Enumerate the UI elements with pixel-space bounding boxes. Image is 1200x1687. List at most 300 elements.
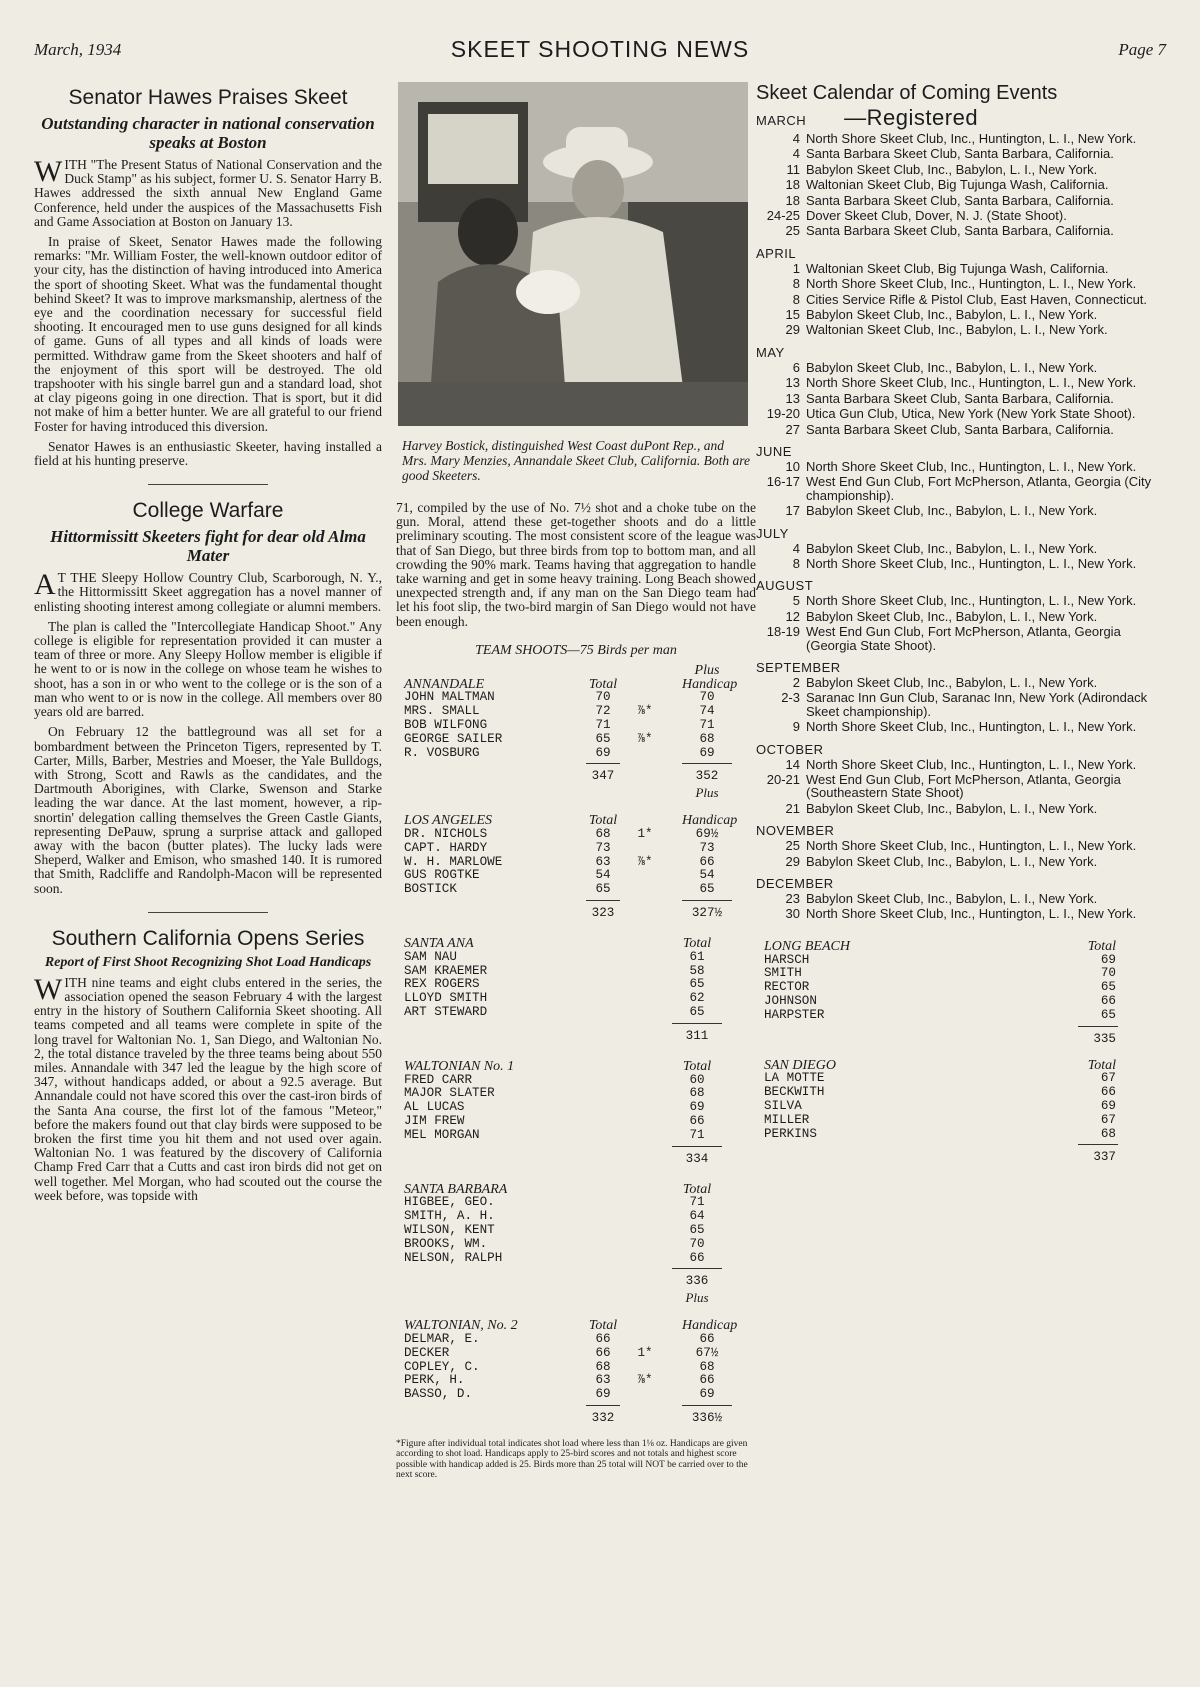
column-header-handicap: Handicap [682,676,738,692]
shooter-name: COPLEY, C. [404,1359,480,1374]
shooter-name: BASSO, D. [404,1387,473,1402]
table-row [396,1195,756,1209]
team-header [756,939,1160,953]
score-total: 65 [689,1004,705,1019]
shooter-name: GUS ROGTKE [404,868,480,883]
shooter-name: REX ROGERS [404,977,480,992]
entry-text: Babylon Skeet Club, Inc., Babylon, L. I., New York. [806,891,1098,907]
score-total: 66 [595,1345,611,1360]
shooter-name: MRS. SMALL [404,704,480,719]
article-3-deck: Report of First Shoot Recognizing Shot Load Handicaps [44,954,372,970]
column-header-handicap: Handicap [682,1318,738,1334]
shooter-name: CAPT. HARDY [404,840,488,855]
shooter-name: BROOKS, WM. [404,1236,488,1251]
score-total: 68 [595,1359,611,1374]
score-total: 73 [595,840,611,855]
score-plus: 66 [699,854,715,869]
score-total: 71 [595,718,611,733]
table-row [396,1387,756,1401]
entry-date: 21 [785,800,800,816]
article-3-headline: Southern California Opens Series [51,926,365,950]
team-shoots-table [396,663,756,1427]
sum-total: 334 [685,1151,709,1166]
article-2-paragraph: A T THE Sleepy Hollow Country Club, Scarborough, N. Y., the Hittormissitt Skeet aggregation has a novel manner of enlisting shooting interest among collegiate or alumni members. [34,568,382,614]
column-2 [396,82,756,1481]
table-row [396,1237,756,1251]
score-total: 62 [689,991,705,1006]
calendar-entry [756,194,1160,207]
table-row [756,1099,1160,1113]
calendar-entry [756,147,1160,160]
table-row [396,1114,756,1128]
load-handicap: ⅞* [637,854,653,869]
calendar-entry [756,178,1160,191]
entry-text: Santa Barbara Skeet Club, Santa Barbara, California. [806,146,1114,162]
column-header-total: Total [682,1058,712,1074]
calendar-entry [756,720,1160,733]
score-total: 66 [1100,994,1116,1009]
table-row [396,855,756,869]
entry-text: North Shore Skeet Club, Inc., Huntington, L. I., New York. [806,131,1137,146]
sum-total: 335 [1093,1031,1116,1046]
shooter-name: PERKINS [764,1126,817,1141]
drop-cap: W [34,972,63,1006]
entry-date: 8 [792,291,800,307]
score-plus: 68 [699,1359,715,1374]
team-block [756,1058,1160,1167]
column-header-total: Total [1087,1057,1116,1073]
calendar-entry [756,676,1160,689]
score-total: 66 [689,1113,705,1128]
column-header-plus: Plus [694,662,720,678]
team-name: LOS ANGELES [404,813,493,829]
entry-text: Babylon Skeet Club, Inc., Babylon, L. I., New York. [806,307,1098,323]
calendar-entry [756,802,1160,815]
table-row [756,980,1160,994]
calendar-entry [756,262,1160,275]
entry-text: North Shore Skeet Club, Inc., Huntington, L. I., New York. [806,719,1137,735]
calendar-month [756,823,1160,838]
entry-text: Saranac Inn Gun Club, Saranac Inn, New York (Adirondack Skeet championship). [806,690,1148,719]
team-header [396,677,756,691]
team-block [396,813,756,922]
entry-date: 8 [792,555,800,571]
table-row [756,1113,1160,1127]
entry-text: North Shore Skeet Club, Inc., Huntington, L. I., New York. [806,838,1137,854]
sum-label-row [396,785,756,799]
calendar-month [756,105,1160,131]
shooter-name: SAM KRAEMER [404,963,488,978]
entry-date: 24-25 [766,208,800,224]
photograph [398,82,748,426]
calendar-month [756,246,1160,261]
team-sum [396,1027,756,1045]
table-row [396,1373,756,1387]
month-name: NOVEMBER [756,823,835,839]
table-row [396,1346,756,1360]
entry-text: North Shore Skeet Club, Inc., Huntington, L. I., New York. [806,458,1137,474]
calendar-entry [756,594,1160,607]
calendar-entry [756,209,1160,222]
shooter-name: MAJOR SLATER [404,1086,495,1101]
score-plus: 70 [699,690,715,705]
entry-date: 11 [786,161,800,177]
column-header-handicap: Handicap [682,813,738,829]
shooter-name: DR. NICHOLS [404,827,488,841]
table-row [396,704,756,718]
calendar-entry [756,308,1160,321]
score-plus: 74 [699,704,715,719]
sum-rule [756,1140,1160,1148]
entry-text: Cities Service Rifle & Pistol Club, East Haven, Connecticut. [806,291,1148,307]
score-plus: 69 [699,745,715,760]
score-total: 70 [1100,966,1116,981]
table-row [396,718,756,732]
entry-text: Babylon Skeet Club, Inc., Babylon, L. I., New York. [806,608,1098,624]
divider [148,484,268,485]
photo-caption: Harvey Bostick, distinguished West Coast duPont Rep., and Mrs. Mary Menzies, Annandale Skeet Club, California. Both are good Skeeters. [402,438,750,483]
table-row [396,746,756,760]
calendar-entry [756,542,1160,555]
article-1-deck: Outstanding character in national conservation speaks at Boston [41,114,375,152]
shooter-name: HARPSTER [764,1007,825,1022]
entry-date: 4 [792,131,800,146]
plus-label: Plus [695,785,719,801]
rule-line [1078,1144,1118,1145]
calendar-month [756,578,1160,593]
entry-date: 12 [785,608,800,624]
entry-text: North Shore Skeet Club, Inc., Huntington, L. I., New York. [806,593,1137,609]
score-total: 65 [689,1222,705,1237]
entry-date: 19-20 [766,406,800,422]
plus-label: Plus [685,1290,709,1306]
table-row [396,690,756,704]
sum-total: 311 [685,1028,709,1043]
photo-illustration [398,82,748,426]
shooter-name: R. VOSBURG [404,745,480,760]
column-1 [34,82,382,1209]
entry-date: 4 [792,540,800,556]
entry-text: Babylon Skeet Club, Inc., Babylon, L. I., New York. [806,503,1098,519]
rule-line [672,1268,722,1269]
calendar-entry [756,855,1160,868]
article-1-paragraph: In praise of Skeet, Senator Hawes made the following remarks: "Mr. William Foster, the well-known outdoor editor of your city, has the distinction of having introduced into America the sport of shooting Skeet. What was the fundamental thought behind Skeet? It was to improve marksmanship, alertness of the eye and the coordination necessary for successful field shooting. It encouraged men to use guns designed for all kinds of game. Guns of all types and all kinds of loads were permitted. Withdraw game from the Skeet shooters and half of the enjoyment of this sport will be destroyed. The old trapshooter with his single barrel gun and a standard load, shot at clay pigeons going in one direction. That is sport, but it did not make of him a better hunter. We are all grateful to our friend Foster for having introduced this diversion. [34,234,382,434]
entry-date: 4 [792,146,800,162]
calendar-entry [756,460,1160,473]
shooter-name: LLOYD SMITH [404,991,488,1006]
shooter-name: JOHN MALTMAN [404,690,495,705]
score-total: 66 [1100,1085,1116,1100]
entry-text: Babylon Skeet Club, Inc., Babylon, L. I., New York. [806,161,1098,177]
table-row [396,950,756,964]
load-handicap: ⅞* [637,731,653,746]
shooter-name: AL LUCAS [404,1100,465,1115]
score-total: 65 [1100,1007,1116,1022]
page-header [34,34,1166,70]
score-total: 69 [689,1100,705,1115]
article-3-continued: 71, compiled by the use of No. 7½ shot and a choke tube on the gun. Moral, attend these get-together shoots and do a little preliminary scouting. The most consistent score of the league was that of San Diego, but three birds from top to bottom man, and all crowding the 90% mark. Teams having that aggregation to handle take warning and get in some heavy training. Long Beach showed unexpected strength and, if any man on the San Diego team had let his foot slip, the two-bird margin of San Diego would not have been enough. [396,500,756,629]
entry-text: Babylon Skeet Club, Inc., Babylon, L. I., New York. [806,540,1098,556]
shooter-name: DECKER [404,1345,450,1360]
table-row [756,994,1160,1008]
entry-date: 14 [785,756,800,772]
entry-date: 1 [792,260,800,276]
score-total: 65 [1100,980,1116,995]
month-name: JUNE [756,443,792,459]
sum-total: 323 [591,905,615,920]
entry-text: Santa Barbara Skeet Club, Santa Barbara, California. [806,223,1114,239]
score-total: 69 [595,1387,611,1402]
shooter-name: SMITH, A. H. [404,1209,495,1224]
calendar-entry [756,504,1160,517]
entry-date: 27 [785,421,800,437]
team-name: SANTA ANA [404,935,474,951]
rule-line [682,763,732,764]
entry-date: 29 [785,853,800,869]
sum-rule [396,896,756,904]
table-row [396,1332,756,1346]
magazine-title: SKEET SHOOTING NEWS [450,36,750,62]
team-name: WALTONIAN, No. 2 [404,1318,518,1334]
column-header-total: Total [588,676,618,692]
score-total: 61 [689,949,705,964]
column-header-total: Total [682,1181,712,1197]
entry-text: Babylon Skeet Club, Inc., Babylon, L. I., New York. [806,359,1098,375]
rule-line [672,1023,722,1024]
calendar-entry [756,132,1160,145]
shooter-name: JOHNSON [764,994,817,1009]
score-total: 65 [595,882,611,897]
month-name: JULY [756,525,789,541]
calendar-entry [756,277,1160,290]
sum-label-row [396,1290,756,1304]
table-row [756,1085,1160,1099]
score-total: 68 [595,827,611,841]
calendar-entry [756,839,1160,852]
sum-rule [396,759,756,767]
calendar-entry [756,423,1160,436]
entry-date: 29 [785,322,800,338]
month-name: SEPTEMBER [756,659,841,675]
month-name: DECEMBER [756,876,834,892]
team-block [396,1318,756,1427]
article-2-paragraph: The plan is called the "Intercollegiate Handicap Shoot." Any college is eligible for representation provided it can muster a team of three or more. Any Sleepy Hollow member is eligible if he went to or is now in the college on whose team he wishes to shoot, has a son in or who went to the college or is the son of a man who went to or is now in the college. All members over 80 years old are barred. [34,618,382,720]
score-plus: 66 [699,1331,715,1346]
score-plus: 67½ [695,1345,719,1360]
calendar-entry [756,758,1160,771]
score-total: 54 [595,868,611,883]
entry-date: 25 [785,838,800,854]
table-row [756,953,1160,967]
entry-date: 10 [785,458,800,474]
shooter-name: FRED CARR [404,1072,473,1087]
calendar-month [756,742,1160,757]
entry-text: Santa Barbara Skeet Club, Santa Barbara, California. [806,192,1114,208]
team-block [756,939,1160,1048]
rule-line [586,763,620,764]
shooter-name: MILLER [764,1112,810,1127]
calendar-entry [756,475,1160,502]
score-plus: 71 [699,718,715,733]
calendar-entry [756,407,1160,420]
entry-text: Waltonian Skeet Club, Big Tujunga Wash, California. [806,177,1109,193]
entry-date: 18-19 [766,624,800,640]
entry-text: North Shore Skeet Club, Inc., Huntington, L. I., New York. [806,276,1137,292]
table-row [756,1071,1160,1085]
entry-text: North Shore Skeet Club, Inc., Huntington, L. I., New York. [806,906,1137,922]
shooter-name: JIM FREW [404,1113,465,1128]
entry-date: 23 [785,891,800,907]
sum-rule [396,1142,756,1150]
load-handicap: 1* [637,1345,653,1360]
sum-total: 347 [591,769,615,784]
team-block [396,936,756,1045]
calendar-month [756,526,1160,541]
score-total: 68 [689,1086,705,1101]
sum-plus: 336½ [691,1410,723,1425]
shooter-name: LA MOTTE [764,1071,825,1086]
table-row [396,1100,756,1114]
column-header-total: Total [682,935,712,951]
table-row [396,868,756,882]
calendar-month [756,660,1160,675]
entry-date: 5 [792,593,800,609]
calendar-entry [756,392,1160,405]
entry-date: 18 [785,192,800,208]
calendar-list [756,105,1160,921]
shooter-name: BECKWITH [764,1085,825,1100]
sum-plus: 327½ [691,905,723,920]
team-block [396,1182,756,1305]
team-header [396,1318,756,1332]
load-handicap: ⅞* [637,1373,653,1388]
sum-plus: 352 [695,769,719,784]
entry-text: Babylon Skeet Club, Inc., Babylon, L. I., New York. [806,853,1098,869]
article-2-paragraph: On February 12 the battleground was all set for a bombardment between the Princeton Tigers, represented by T. Carter, Mills, Barber, Mestries and Moeser, the Yale Bulldogs, with Strong, Scott and Rawls as the candidates, and the Dartmouth Aborigines, with Clarke, Swenson and Starke leading the war dance. At the last moment, however, a rip-snortin' delegation calling themselves the Green Castle Giants, representing DePauw, sprung a surprise attack and galloped away with the bacon (butter plates). The lucky lads were Sheperd, Walker and Emison, who smashed 140. It is rumored that Smith, Radcliffe and Randolph-Macon will be represented soon. [34,724,382,896]
entry-text: Santa Barbara Skeet Club, Santa Barbara, California. [806,390,1114,406]
rule-line [586,1405,620,1406]
score-total: 60 [689,1072,705,1087]
table-row [396,1005,756,1019]
shooter-name: BOB WILFONG [404,718,488,733]
shooter-name: ART STEWARD [404,1004,488,1019]
sum-rule [396,1019,756,1027]
page-number: Page 7 [1118,40,1166,59]
score-total: 65 [595,731,611,746]
table-row [396,1251,756,1265]
entry-date: 25 [785,223,800,239]
entry-date: 17 [785,503,800,519]
team-name: LONG BEACH [764,938,850,954]
team-sum [396,1150,756,1168]
calendar-entry [756,625,1160,652]
team-header [396,1059,756,1073]
divider [148,912,268,913]
calendar-entry [756,224,1160,237]
shooter-name: MEL MORGAN [404,1127,480,1142]
table-footnote: *Figure after individual total indicates shot load where less than 1⅛ oz. Handicaps are given according to shot load. Handicaps apply to 25-bird scores and not totals and highest score possible with handicap added is 25. Birds more than 25 total will NOT be carried over to the next score. [396,1438,748,1481]
table-row [396,882,756,896]
team-header [756,1058,1160,1072]
table-row [396,977,756,991]
entry-date: 9 [792,719,800,735]
drop-cap: A [34,568,56,602]
team-sum [396,904,756,922]
calendar-entry [756,907,1160,920]
team-header-plus [396,663,756,677]
table-row [396,1223,756,1237]
load-handicap: 1* [637,827,653,841]
score-total: 63 [595,1373,611,1388]
entry-text: Santa Barbara Skeet Club, Santa Barbara, California. [806,421,1114,437]
shooter-name: GEORGE SAILER [404,731,503,746]
score-total: 71 [689,1195,705,1210]
sum-total: 337 [1093,1150,1116,1165]
score-total: 63 [595,854,611,869]
score-total: 69 [1100,1099,1116,1114]
calendar-month [756,444,1160,459]
score-total: 67 [1100,1112,1116,1127]
month-name: APRIL [756,245,797,261]
table-row [396,991,756,1005]
team-sum [756,1148,1160,1166]
calendar-title: Skeet Calendar of Coming Events [756,82,1058,104]
shooter-name: NELSON, RALPH [404,1250,503,1265]
calendar-entry [756,163,1160,176]
rule-line [586,900,620,901]
score-total: 66 [595,1331,611,1346]
score-total: 70 [595,690,611,705]
team-name: SANTA BARBARA [404,1181,508,1197]
entry-text: Waltonian Skeet Club, Inc., Babylon, L. I., New York. [806,322,1108,338]
team-block [396,663,756,799]
score-plus: 73 [699,840,715,855]
team-shoots-title: TEAM SHOOTS—75 Birds per man [475,642,677,658]
entry-date: 18 [785,177,800,193]
entry-date: 16-17 [766,474,800,490]
calendar-entry [756,361,1160,374]
article-2-deck: Hittormissitt Skeeters fight for dear old Alma Mater [50,527,366,566]
calendar-entry [756,892,1160,905]
entry-date: 2-3 [781,690,800,706]
sum-rule [756,1022,1160,1030]
shooter-name: DELMAR, E. [404,1331,480,1346]
calendar-month [756,876,1160,891]
score-total: 66 [689,1250,705,1265]
team-sum [396,1272,756,1290]
shooter-name: SAM NAU [404,949,457,964]
table-row [396,841,756,855]
sum-rule [396,1401,756,1409]
calendar-entry [756,323,1160,336]
score-plus: 66 [699,1373,715,1388]
entry-text: Babylon Skeet Club, Inc., Babylon, L. I., New York. [806,800,1098,816]
shooter-name: BOSTICK [404,882,457,897]
entry-date: 2 [792,674,800,690]
entry-date: 8 [792,276,800,292]
article-1-paragraph: WITH "The Present Status of National Conservation and the Duck Stamp" as his subject, former U. S. Senator Harry B. Hawes addressed the sixth annual New England Game Conference, held under the auspices of the Massachusetts Fish and Game Association at Boston on January 13. [34,155,382,229]
entry-text: West End Gun Club, Fort McPherson, Atlanta, Georgia (Georgia State Shoot). [806,624,1121,653]
month-name: AUGUST [756,578,814,594]
shooter-name: SMITH [764,966,802,981]
month-name: MAY [756,344,785,360]
sum-total: 332 [591,1410,615,1425]
entry-date: 13 [785,375,800,391]
rule-line [1078,1026,1118,1027]
entry-text: Utica Gun Club, Utica, New York (New York State Shoot). [806,406,1136,422]
rule-line [682,1405,732,1406]
article-1-headline: Senator Hawes Praises Skeet [68,86,348,109]
